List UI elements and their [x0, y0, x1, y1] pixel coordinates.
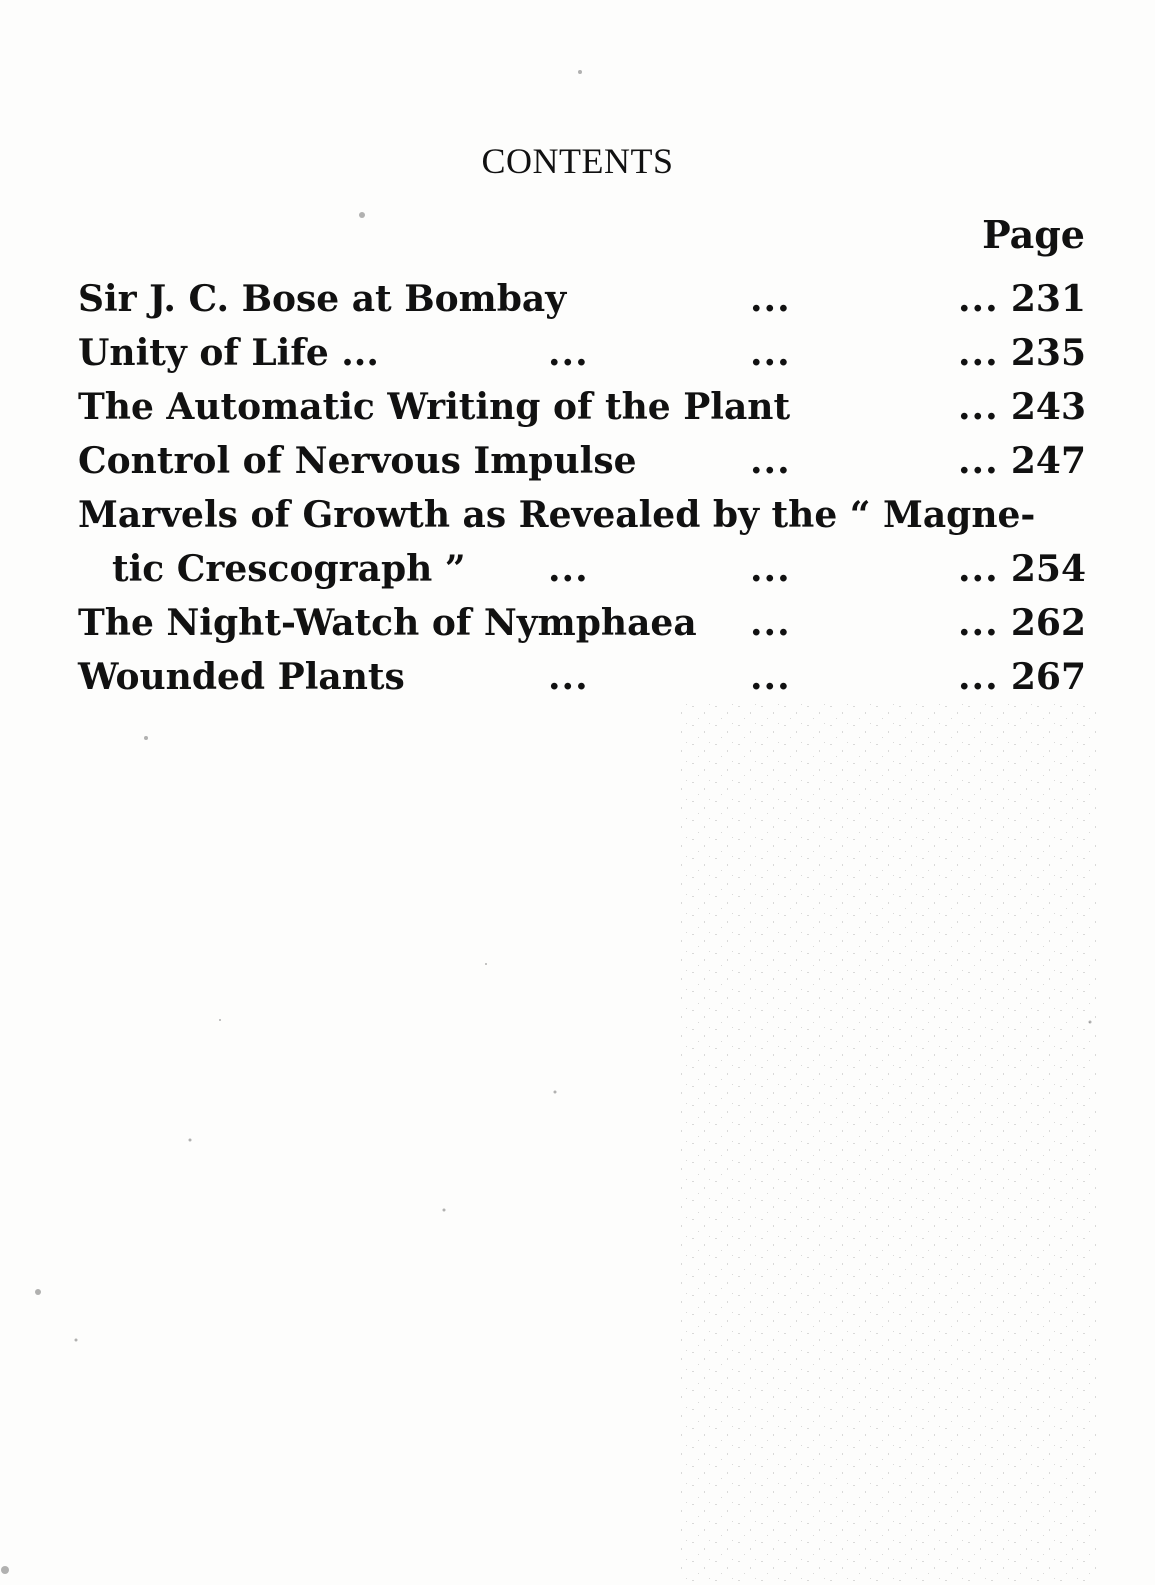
- leader-dots: ...: [750, 602, 791, 644]
- toc-entry-page: 231: [1010, 278, 1086, 320]
- leader-dots: ...: [750, 332, 791, 374]
- toc-entry: [78, 272, 1088, 326]
- leader-dots: ...: [750, 656, 791, 698]
- toc-entry-page: 235: [1010, 332, 1086, 374]
- toc-entry: [78, 380, 1088, 434]
- toc-entry-title: Wounded Plants: [78, 656, 405, 698]
- toc-entry-title: Sir J. C. Bose at Bombay: [78, 278, 567, 320]
- leader-dots: ...: [750, 440, 791, 482]
- toc-entry-page: 262: [1010, 602, 1086, 644]
- leader-dots: ...: [750, 548, 791, 590]
- leader-dots: ...: [958, 440, 999, 482]
- toc-entry-title: Control of Nervous Impulse: [78, 440, 637, 482]
- leader-dots: ...: [958, 602, 999, 644]
- toc-entry-continuation: [78, 542, 1088, 596]
- leader-dots: ...: [548, 548, 589, 590]
- page-column-label: Page: [982, 212, 1085, 257]
- toc-entry-title: The Night-Watch of Nymphaea: [78, 602, 697, 644]
- toc-entry: [78, 596, 1088, 650]
- leader-dots: ...: [750, 278, 791, 320]
- leader-dots: ...: [958, 656, 999, 698]
- toc-entry-title: Unity of Life ...: [78, 332, 379, 374]
- toc-entry-title-continued: tic Crescograph ”: [112, 548, 466, 590]
- toc-entry-page: 243: [1010, 386, 1086, 428]
- toc-entry: [78, 488, 1088, 542]
- toc-entry-title: The Automatic Writing of the Plant: [78, 386, 791, 428]
- leader-dots: ...: [548, 656, 589, 698]
- toc-entry-page: 254: [1010, 548, 1086, 590]
- leader-dots: ...: [958, 278, 999, 320]
- toc-entry-page: 247: [1010, 440, 1086, 482]
- contents-heading: CONTENTS: [481, 141, 674, 181]
- toc-entry-title: Marvels of Growth as Revealed by the “ Magne-: [78, 494, 1036, 536]
- toc-entry: [78, 326, 1088, 380]
- leader-dots: ...: [958, 386, 999, 428]
- table-of-contents: [78, 272, 1088, 704]
- toc-entry: [78, 434, 1088, 488]
- leader-dots: ...: [548, 332, 589, 374]
- leader-dots: ...: [958, 548, 999, 590]
- toc-entry-page: 267: [1010, 656, 1086, 698]
- leader-dots: ...: [958, 332, 999, 374]
- toc-entry: [78, 650, 1088, 704]
